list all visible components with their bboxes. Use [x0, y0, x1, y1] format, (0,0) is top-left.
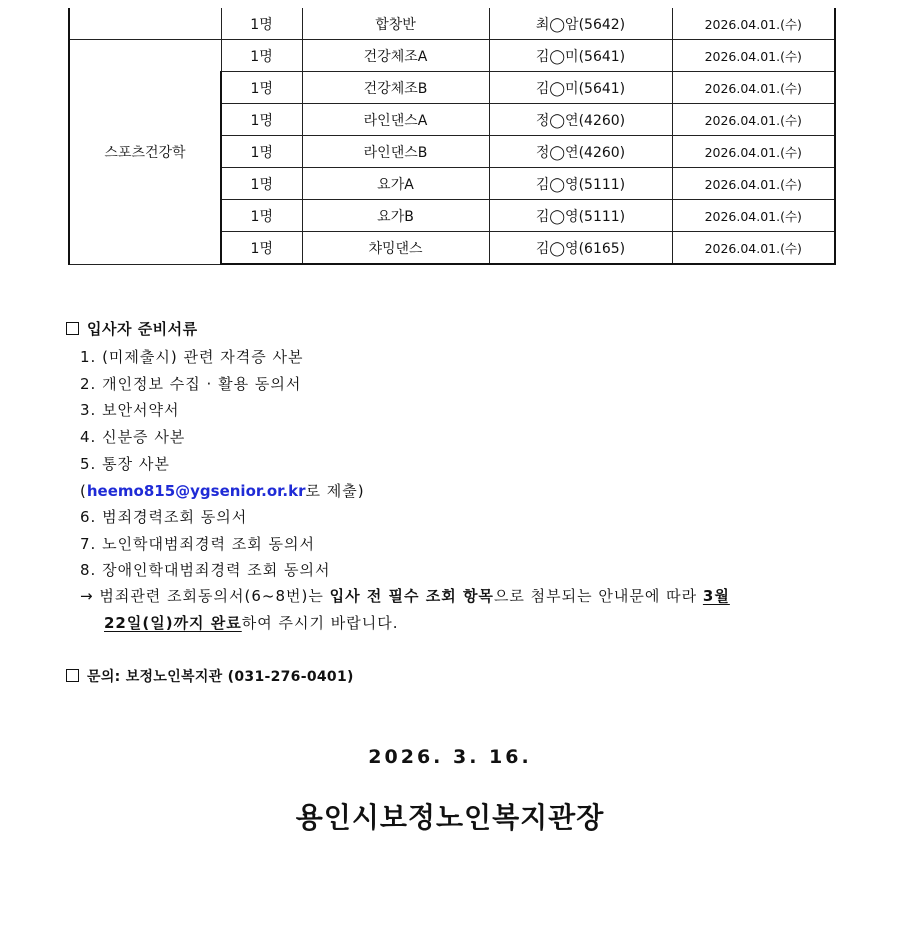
email-link[interactable]: heemo815@ygsenior.or.kr [86, 482, 306, 500]
note-line-1 [80, 585, 730, 606]
instructor-cell: 최◯암(5642) [489, 8, 672, 40]
documents-title-text: 입사자 준비서류 [87, 320, 198, 338]
date-cell: 2026.04.01.(수) [672, 168, 835, 200]
instructor-cell: 김◯영(5111) [489, 200, 672, 232]
date-cell: 2026.04.01.(수) [672, 200, 835, 232]
class-cell: 요가A [302, 168, 489, 200]
class-cell: 요가B [302, 200, 489, 232]
count-cell: 1명 [221, 232, 302, 265]
note-line-2 [104, 612, 398, 633]
checkbox-square-icon [66, 669, 79, 682]
note-mid: 으로 첨부되는 안내문에 따라 [493, 587, 703, 605]
note-prefix: → 범죄관련 조회동의서(6~8번)는 [80, 587, 330, 605]
checkbox-square-icon [66, 322, 79, 335]
document-item: 1. (미제출시) 관련 자격증 사본 [80, 348, 304, 366]
submit-email-line [80, 480, 365, 501]
date-cell: 2026.04.01.(수) [672, 72, 835, 104]
instructor-cell: 김◯영(5111) [489, 168, 672, 200]
note-bold: 입사 전 필수 조회 항목 [329, 587, 494, 605]
count-cell: 1명 [221, 104, 302, 136]
contact-text: 문의: 보정노인복지관 (031-276-0401) [87, 669, 354, 685]
document-date: 2026. 3. 16. [368, 746, 532, 768]
note-deadline-b: 22일(일)까지 완료 [104, 614, 242, 632]
table-row [69, 40, 835, 72]
table-row [69, 8, 835, 40]
count-cell: 1명 [221, 8, 302, 40]
submit-rest-text: 로 제출) [305, 482, 365, 500]
document-item: 3. 보안서약서 [80, 401, 180, 419]
date-cell: 2026.04.01.(수) [672, 40, 835, 72]
instructor-cell: 김◯미(5641) [489, 40, 672, 72]
class-cell: 챠밍댄스 [302, 232, 489, 265]
date-cell: 2026.04.01.(수) [672, 8, 835, 40]
document-item: 4. 신분증 사본 [80, 428, 186, 446]
count-cell: 1명 [221, 72, 302, 104]
date-cell: 2026.04.01.(수) [672, 232, 835, 265]
group-cell-empty [69, 8, 221, 40]
instructor-cell: 김◯영(6165) [489, 232, 672, 265]
note-deadline-a: 3월 [702, 587, 730, 605]
document-item: 2. 개인정보 수집 · 활용 동의서 [80, 375, 302, 393]
submit-open-paren: ( [80, 482, 87, 500]
class-cell: 합창반 [302, 8, 489, 40]
schedule-table [68, 8, 836, 265]
count-cell: 1명 [221, 40, 302, 72]
class-cell: 라인댄스A [302, 104, 489, 136]
class-cell: 라인댄스B [302, 136, 489, 168]
count-cell: 1명 [221, 200, 302, 232]
document-item: 6. 범죄경력조회 동의서 [80, 508, 248, 526]
document-item: 8. 장애인학대범죄경력 조회 동의서 [80, 561, 331, 579]
instructor-cell: 김◯미(5641) [489, 72, 672, 104]
document-item: 5. 통장 사본 [80, 455, 170, 473]
document-item: 7. 노인학대범죄경력 조회 동의서 [80, 535, 315, 553]
contact-line [66, 666, 354, 686]
count-cell: 1명 [221, 168, 302, 200]
date-cell: 2026.04.01.(수) [672, 136, 835, 168]
class-cell: 건강체조B [302, 72, 489, 104]
instructor-cell: 정◯연(4260) [489, 104, 672, 136]
group-cell-sports-health: 스포츠건강학 [69, 40, 221, 265]
instructor-cell: 정◯연(4260) [489, 136, 672, 168]
note-end: 하여 주시기 바랍니다. [241, 614, 399, 632]
documents-section-title [66, 318, 198, 339]
date-cell: 2026.04.01.(수) [672, 104, 835, 136]
class-cell: 건강체조A [302, 40, 489, 72]
count-cell: 1명 [221, 136, 302, 168]
issuer-name: 용인시보정노인복지관장 [295, 801, 605, 834]
